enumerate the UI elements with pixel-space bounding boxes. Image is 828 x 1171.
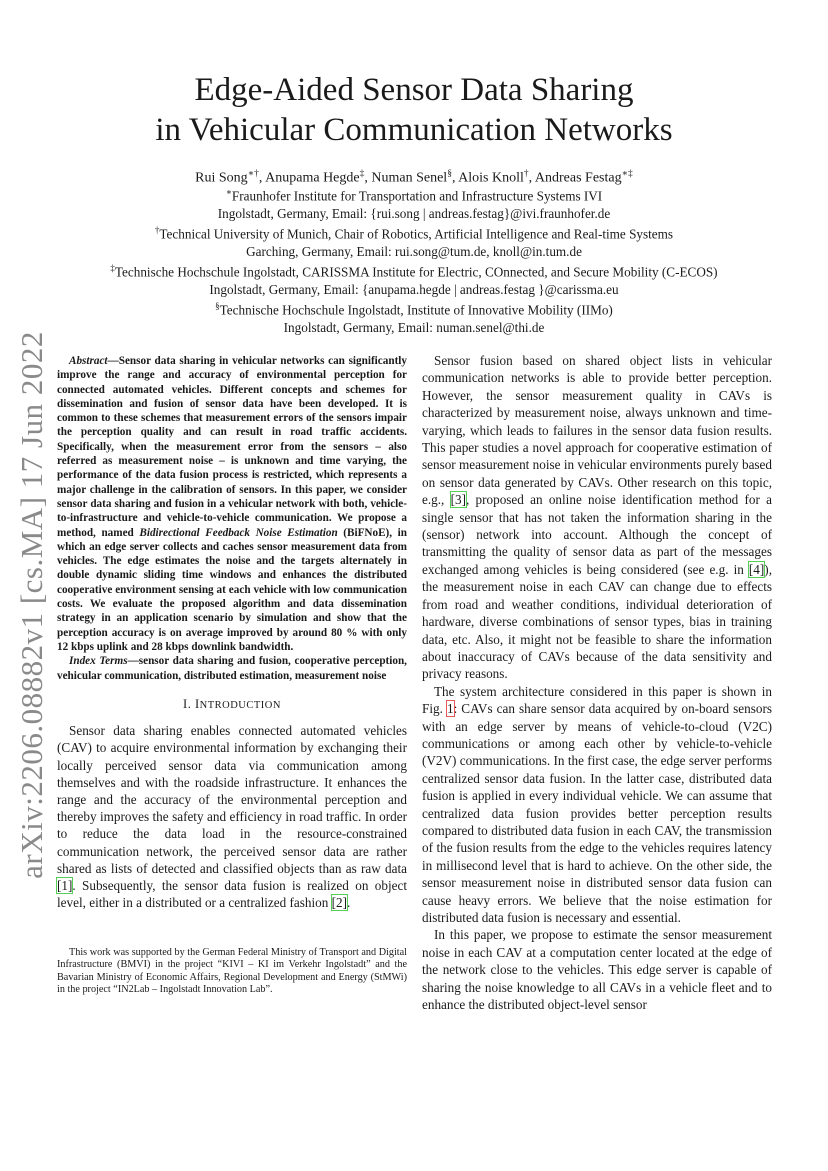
affiliation-mark: ∗ [225, 187, 232, 197]
affiliation-institution: Fraunhofer Institute for Transportation and Infrastructure Systems IVI [231, 188, 603, 204]
funding-footnote: This work was supported by the German Federal Ministry of Transport and Digital Infrastructure (BMVI) in the project “KIVI – KI im Verkehr Ingolstadt” and the Bavarian Ministry of Economic Affairs, Regional Development and Energy (StMWi) in the project “IN2Lab – Ingolstadt Innovation Lab”. [57, 947, 407, 995]
citation-link[interactable]: [2] [331, 895, 348, 911]
right-column [422, 352, 772, 1013]
arxiv-identifier: arXiv:2206.08882v1 [cs.MA] 17 Jun 2022 [14, 331, 49, 879]
affiliation-institution: Technische Hochschule Ingolstadt, CARISSMA Institute for Electric, COnnected, and Secure Mobility (C-ECOS) [114, 264, 718, 280]
paragraph-text: The system architecture considered in this paper is shown in Fig. [422, 683, 772, 717]
author-affiliation-mark: † [523, 169, 529, 179]
body-paragraph [422, 352, 772, 683]
paragraph-text: , proposed an online noise identification method for a single sensor that has not taken the information sharing in the (sensor) network into account. Although the concept of transmitting the quality of sensor data as part of the messages exchanged among vehicles is being considered (see e.g. in [422, 492, 772, 577]
index-terms-text: —sensor data sharing and fusion, cooperative perception, vehicular communication, distributed estimation, measurement noise [57, 655, 407, 682]
method-name: Bidirectional Feedback Noise Estimation [139, 526, 338, 539]
affiliation-line [0, 184, 828, 205]
citation-link[interactable]: [3] [450, 492, 466, 508]
author-separator: , [364, 170, 372, 186]
citation-link[interactable]: [1] [57, 877, 73, 893]
affiliation-mark: ‡ [110, 262, 115, 273]
affiliation-line [0, 298, 828, 319]
affiliation-list [0, 184, 828, 336]
affiliation-line [0, 222, 828, 243]
section-heading-introduction [57, 697, 407, 713]
intro-paragraph [57, 722, 407, 911]
author-affiliation-mark: § [447, 169, 452, 179]
author-separator: , [258, 170, 266, 186]
title-line-2: in Vehicular Communication Networks [155, 112, 673, 148]
title-line-1: Edge-Aided Sensor Data Sharing [194, 72, 634, 108]
affiliation-line: Ingolstadt, Germany, Email: {anupama.hegde | andreas.festag }@carissma.eu [209, 281, 619, 297]
affiliation-institution: Technische Hochschule Ingolstadt, Institute of Innovative Mobility (IIMo) [219, 302, 613, 318]
affiliation-mark: † [154, 224, 160, 235]
paragraph-text: ), the measurement noise in each CAV can change due to effects from road and weather conditions, individual deterioration of hardware, diverse combinations of sensor types, bias in training data, etc. Also, it might not be feasible to share the information about inaccuracy of CAVs because of the data sensitivity and privacy reasons. [422, 561, 772, 682]
index-terms-label: Index Terms [69, 655, 128, 668]
section-title-initial: I [194, 696, 200, 711]
author-affiliation-mark: ∗‡ [621, 169, 633, 179]
author: Andreas Festag [534, 170, 622, 186]
body-paragraph [422, 683, 772, 927]
citation-link[interactable]: [4] [748, 561, 765, 577]
affiliation-mark: § [215, 300, 220, 311]
abstract [57, 354, 407, 654]
author-separator: , [528, 170, 535, 186]
author: Alois Knoll [458, 170, 524, 186]
index-terms [57, 654, 407, 683]
affiliation-line: Ingolstadt, Germany, Email: {rui.song | andreas.festag}@ivi.fraunhofer.de [217, 205, 611, 221]
arxiv-sidebar [8, 331, 56, 879]
affiliation-line [0, 260, 828, 281]
author-separator: , [451, 170, 459, 186]
abstract-label: Abstract [69, 355, 108, 367]
author: Anupama Hegde [265, 170, 360, 186]
abstract-text: —Sensor data sharing in vehicular networks can significantly improve the range and accuracy of environmental perception for connected automated vehicles. Different concepts and schemes for dissemination and fusion of sensor data have been developed. It is common to these schemes that measurement errors of the sensors impair the perception quality and can result in road traffic accidents. Specifically, when the measurement error from the sensors – also referred as measurement noise – is unknown and time varying, the performance of the data fusion process is restricted, which represents a major challenge in the calibration of sensors. In this paper, we consider sensor data sharing and fusion in a vehicular network with both, vehicle-to-infrastructure and vehicle-to-vehicle communication. We propose a method, named [57, 355, 407, 539]
affiliation-line: Garching, Germany, Email: rui.song@tum.de, knoll@in.tum.de [246, 243, 582, 259]
paper-title [0, 70, 828, 150]
paragraph-text: . [347, 895, 351, 911]
section-title-rest: NTRODUCTION [199, 699, 281, 711]
body-paragraph: In this paper, we propose to estimate the sensor measurement noise in each CAV at a computation center located at the edge of the network close to the vehicles. This edge server is capable of sharing the noise knowledge to all CAVs in a vehicle fleet and to enhance the distributed object-level sensor [422, 927, 772, 1013]
paragraph-text: Sensor data sharing enables connected automated vehicles (CAV) to acquire environmental information by exchanging their locally perceived sensor data via communication among themselves and with the roadside infrastructure. It enhances the range and the accuracy of the environmental perception and thereby improves the safety and efficiency in road traffic. In order to reduce the data load in the resource-constrained communication network, the perceived sensor data are rather shared as lists of detected and classified objects than as raw data [57, 723, 407, 876]
paragraph-text: . Subsequently, the sensor data fusion is realized on object level, either in a distributed or a centralized fashion [57, 877, 407, 911]
author-affiliation-mark: ∗† [247, 169, 259, 179]
author: Numan Senel [371, 170, 448, 186]
affiliation-institution: Technical University of Munich, Chair of Robotics, Artificial Intelligence and Real-time Systems [159, 226, 674, 242]
section-numeral: I. [183, 696, 195, 711]
affiliation-line: Ingolstadt, Germany, Email: numan.senel@thi.de [283, 319, 545, 335]
paragraph-text: Sensor fusion based on shared object lists in vehicular communication networks is able to provide better perception. However, the sensor measurement quality in CAVs is characterized by measurement noise, always unknown and time-varying, which leads to failures in the sensor data fusion results. This paper studies a novel approach for cooperative estimation of sensor measurement noise in vehicular environments purely based on sensor data generated by CAVs. Other research on this topic, e.g., [422, 353, 772, 508]
author: Rui Song [195, 170, 248, 186]
left-column [57, 354, 407, 911]
abstract-text: (BiFNoE), in which an edge server collects and caches sensor measurement data from vehicles. The edge estimates the noise and the targets alternately in double dynamic sliding time windows and enhances the distributed cooperative environment sensing at each vehicle with low communication costs. We evaluate the proposed algorithm and data dissemination strategy in an application scenario by simulation and show that the perception accuracy is on average improved by around 80 % with only 12 kbps uplink and 28 kbps downlink bandwidth. [57, 526, 407, 653]
paragraph-text: : CAVs can share sensor data acquired by on-board sensors with an edge server by means of vehicle-to-cloud (V2C) communications or among each other by vehicle-to-vehicle (V2V) communications. In the first case, the edge server performs centralized sensor data fusion. In the latter case, distributed data fusion is applied in every individual vehicle. We can assume that centralized data fusion provides better perception results compared to distributed data fusion in each CAV, the transmission of the fusion results from the edge to the vehicles requires latency in millisecond level that is hard to achieve. On the other side, the sensor measurement noise in distributed sensor data fusion can cause heavy errors. We believe that the noise estimation for distributed data fusion is necessary and essential. [422, 701, 772, 925]
author-affiliation-mark: ‡ [359, 169, 365, 179]
figure-reference-link[interactable]: 1 [446, 701, 454, 717]
